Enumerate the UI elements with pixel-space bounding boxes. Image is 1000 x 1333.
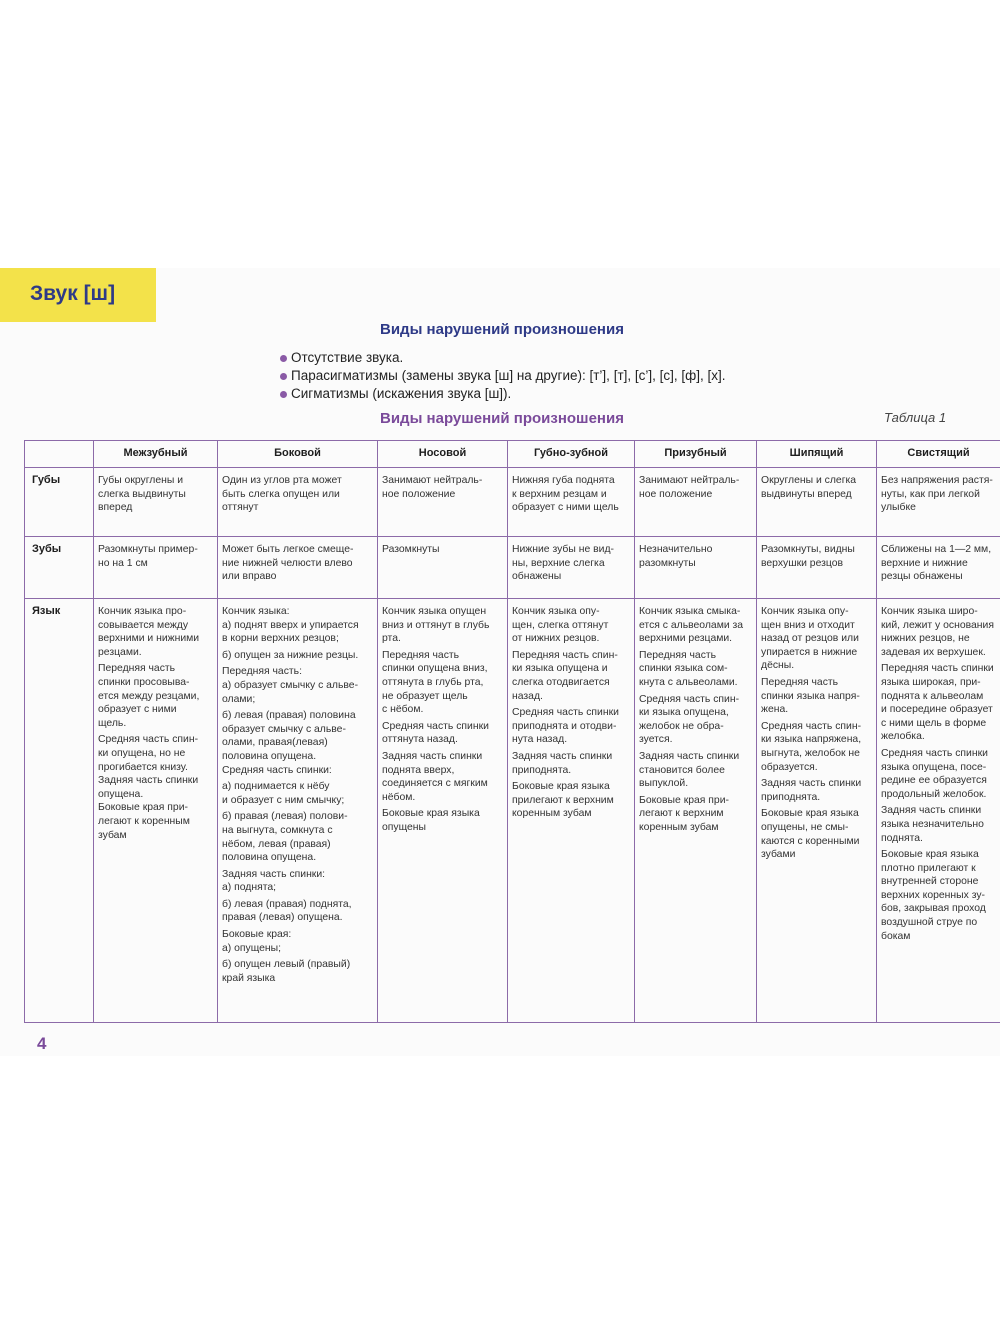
table-cell [508,537,635,599]
cell-paragraph: Задняя часть спинки: а) поднята; [222,868,326,894]
table-cell [877,599,1000,1023]
cell-paragraph: Средняя часть спин- ки опущена, но не прогибается книзу. Задняя часть спинки опущена. Боковые края при- легают к коренным зубам [98,734,199,841]
cell-paragraph: Задняя часть спинки языка незначительно поднята. [881,805,984,844]
cell-paragraph: Средняя часть спин- ки языка опущена, желобок не обра- зуется. [639,693,740,746]
column-header: Шипящий [757,441,877,468]
table-cell [635,537,757,599]
table-header-row [25,441,1000,468]
cell-paragraph: Задняя часть спинки становится более выпуклой. [639,750,740,790]
table-cell [378,537,508,599]
table-row [25,537,1000,599]
row-header: Зубы [25,537,94,599]
cell-paragraph: Средняя часть спин- ки языка напряжена, выгнута, желобок не образуется. [761,720,862,773]
cell-paragraph: Округлены и слегка выдвинуты вперед [761,475,857,500]
cell-paragraph: а) поднимается к нёбу и образует с ним смычку; [222,781,345,806]
section-title: Виды нарушений произношения [380,321,624,338]
row-header: Язык [25,599,94,1023]
cell-paragraph: Нижняя губа поднята к верхним резцам и образует с ними щель [512,475,619,514]
table-cell [635,468,757,537]
column-header: Носовой [378,441,508,468]
list-item: Парасигматизмы (замены звука [ш] на другие): [т’], [т], [с’], [с], [ф], [х]. [280,367,726,385]
table-row [25,468,1000,537]
cell-paragraph: Боковые края языка опущены [382,808,480,833]
table-title: Виды нарушений произношения [380,410,624,427]
table-cell [94,537,218,599]
row-header: Губы [25,468,94,537]
cell-paragraph: Кончик языка смыка- ется с альвеолами за верхними резцами. [639,606,744,645]
cell-paragraph: Может быть легкое смеще- ние нижней челюсти влево или вправо [222,544,354,583]
cell-paragraph: Занимают нейтраль- ное положение [382,475,483,500]
page-number: 4 [37,1034,47,1053]
table-cell [757,599,877,1023]
cell-paragraph: Нижние зубы не вид- ны, верхние слегка обнажены [512,544,614,583]
cell-paragraph: Кончик языка широ- кий, лежит у основания нижних резцов, не задевая их верхушек. [881,606,994,658]
cell-paragraph: Боковые края языка прилегают к верхним коренным зубам [512,781,614,820]
cell-paragraph: б) опущен за нижние резцы. [222,649,359,661]
cell-paragraph: Задняя часть спинки приподнята. [761,778,862,803]
table-cell [508,468,635,537]
table-cell [378,468,508,537]
table-cell [757,468,877,537]
cell-paragraph: б) левая (правая) поднята, правая (левая) опущена. [222,898,352,924]
list-item: Сигматизмы (искажения звука [ш]). [280,385,726,403]
cell-paragraph: Боковые края при- легают к верхним коренным зубам [639,794,729,833]
column-header: Межзубный [94,441,218,468]
table-cell [635,599,757,1023]
column-header: Губно-зубной [508,441,635,468]
cell-paragraph: Передняя часть спинки просовыва- ется между резцами, образует с ними щель. [98,663,200,729]
table-cell [94,468,218,537]
cell-paragraph: Кончик языка опущен вниз и оттянут в глубь рта. [382,606,490,645]
cell-paragraph: Передняя часть спинки языка напря- жена. [761,676,860,716]
table-cell [378,599,508,1023]
column-header: Свистящий [877,441,1000,468]
cell-paragraph: Средняя часть спинки языка опущена, посе- редине ее образуется продольный желобок. [881,747,988,800]
cell-paragraph: Средняя часть спинки оттянута назад. [382,720,489,746]
cell-paragraph: Разомкнуты пример- но на 1 см [98,544,198,569]
cell-paragraph: Боковые края языка опущены, не смы- каются с коренными зубами [761,808,860,861]
list-item: Отсутствие звука. [280,349,726,367]
cell-paragraph: Задняя часть спинки поднята вверх, соединяется с мягким нёбом. [382,750,488,803]
corner-cell [25,441,94,468]
cell-paragraph: б) опущен левый (правый) край языка [222,959,351,984]
table-cell [94,599,218,1023]
cell-paragraph: Средняя часть спинки приподнята и отодви- нута назад. [512,707,619,746]
cell-paragraph: Передняя часть спин- ки языка опущена и слегка отодвигается назад. [512,649,618,702]
cell-paragraph: Передняя часть спинки языка сом- кнута с альвеолами. [639,649,738,688]
cell-paragraph: Боковые края языка плотно прилегают к внутренней стороне верхних коренных зу- бов, закрывая проход воздушной струе по бокам [881,849,986,942]
column-header: Боковой [218,441,378,468]
cell-paragraph: Передняя часть: а) образует смычку с альве- олами; [222,666,359,705]
table-cell [218,599,378,1023]
cell-paragraph: Губы округлены и слегка выдвинуты вперед [98,475,186,514]
cell-paragraph: Кончик языка опу- щен вниз и отходит назад от резцов или упирается в нижние дёсны. [761,606,859,672]
cell-paragraph: Незначительно разомкнуты [639,544,713,569]
cell-paragraph: Сближены на 1—2 мм, верхние и нижние резцы обнажены [881,544,992,583]
cell-paragraph: Задняя часть спинки приподнята. [512,750,613,776]
cell-paragraph: Без напряжения растя- нуты, как при легкой улыбке [881,475,993,514]
cell-paragraph: Кончик языка: а) поднят вверх и упирается в корни верхних резцов; [222,606,359,645]
cell-paragraph: Один из углов рта может быть слегка опущен или оттянут [222,475,342,514]
violations-list [280,349,726,403]
table-cell [877,468,1000,537]
column-header: Призубный [635,441,757,468]
cell-paragraph: Боковые края: а) опущены; [222,929,292,954]
cell-paragraph: б) левая (правая) половина образует смычку с альве- олами, правая(левая) половина опущена. Средняя часть спинки: [222,710,356,776]
table-cell [218,468,378,537]
cell-paragraph: Кончик языка про- совывается между верхними и нижними резцами. [98,606,200,658]
cell-paragraph: Передняя часть спинки опущена вниз, оттянута в глубь рта, не образует щель с нёбом. [382,649,488,716]
page-title: Звук [ш] [30,282,116,305]
table-cell [508,599,635,1023]
table-cell [757,537,877,599]
table-cell [218,537,378,599]
cell-paragraph: Передняя часть спинки языка широкая, при- поднята к альвеолам и посередине образует с ними щель в форме желобка. [881,663,994,743]
table-number: Таблица 1 [884,410,947,425]
violations-table [24,440,1000,1023]
cell-paragraph: Разомкнуты [382,544,440,555]
table-cell [877,537,1000,599]
cell-paragraph: Кончик языка опу- щен, слегка оттянут от нижних резцов. [512,606,609,645]
cell-paragraph: Занимают нейтраль- ное положение [639,475,740,500]
cell-paragraph: б) правая (левая) полови- на выгнута, сомкнута с нёбом, левая (правая) половина опущена. [222,811,348,864]
table-row [25,599,1000,1023]
cell-paragraph: Разомкнуты, видны верхушки резцов [761,544,855,569]
